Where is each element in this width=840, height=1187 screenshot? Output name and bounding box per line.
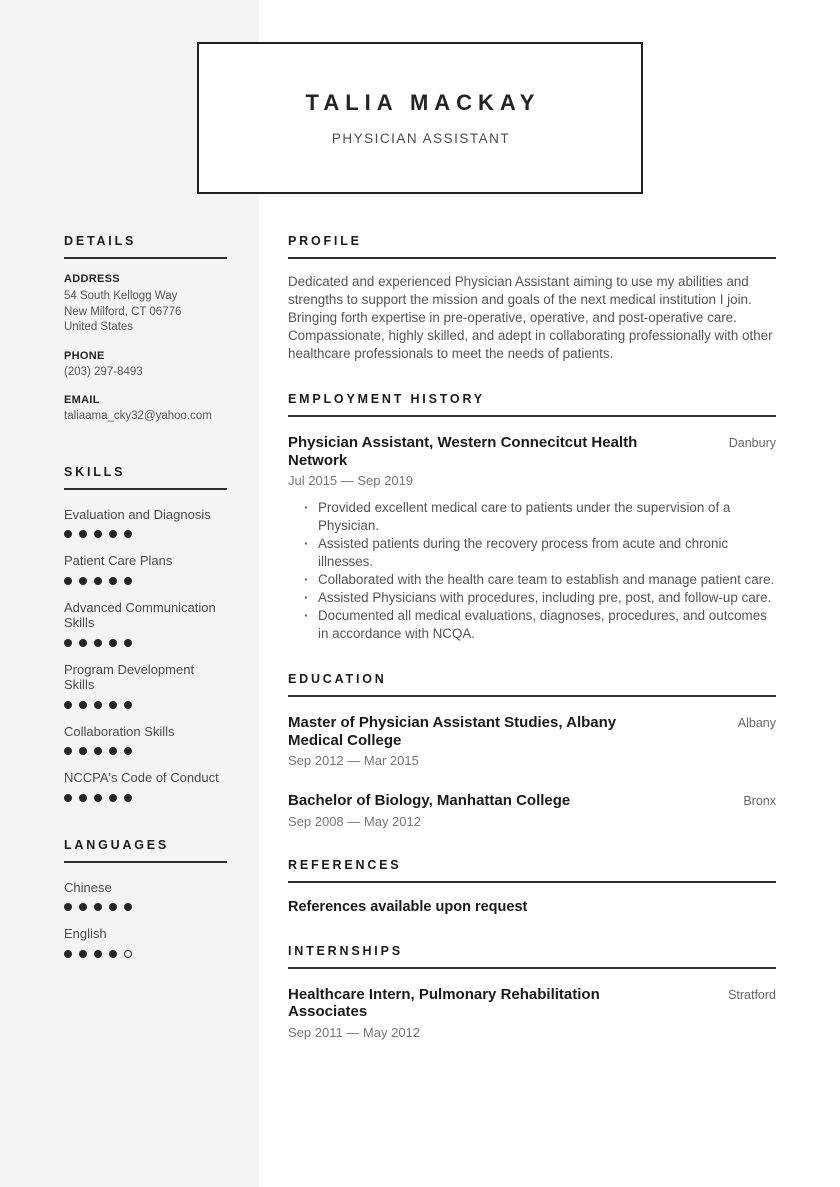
rating-dot-filled	[109, 747, 117, 755]
phone-label: PHONE	[64, 349, 105, 362]
rating-dot-filled	[64, 577, 72, 585]
references-heading: REFERENCES	[288, 858, 776, 883]
skill-item	[64, 724, 227, 756]
internship-entry-head	[288, 986, 776, 1021]
skill-rating	[64, 639, 227, 647]
address-line: New Milford, CT 06776	[64, 305, 182, 318]
internships-section	[288, 944, 776, 1040]
internships-list	[288, 986, 776, 1040]
education-title: Master of Physician Assistant Studies, Albany Medical College	[288, 714, 617, 749]
education-title: Bachelor of Biology, Manhattan College	[288, 792, 571, 809]
education-entry	[288, 714, 776, 768]
education-list	[288, 714, 776, 829]
skill-name: Advanced Communication Skills	[64, 599, 216, 630]
rating-dot-filled	[124, 701, 132, 709]
phone-value: (203) 297-8493	[64, 365, 143, 378]
references-section	[288, 858, 776, 915]
rating-dot-filled	[94, 747, 102, 755]
rating-dot-filled	[109, 794, 117, 802]
rating-dot-filled	[79, 530, 87, 538]
internship-location: Stratford	[728, 987, 776, 1002]
education-dates: Sep 2012 — Mar 2015	[288, 753, 419, 768]
rating-dot-filled	[94, 794, 102, 802]
job-title: Physician Assistant, Western Connecitcut Health Network	[288, 434, 638, 469]
skill-item	[64, 600, 227, 647]
rating-dot-filled	[124, 747, 132, 755]
language-rating	[64, 950, 227, 958]
skill-name: Patient Care Plans	[64, 553, 173, 568]
job-bullet: · Assisted patients during the recovery process from acute and chronic illnesses.	[288, 535, 776, 571]
education-entry-head	[288, 714, 776, 749]
email-value: taliaama_cky32@yahoo.com	[64, 410, 212, 422]
skills-section	[64, 465, 227, 802]
address-lines	[64, 289, 227, 336]
rating-dot-filled	[124, 577, 132, 585]
rating-dot-filled	[64, 903, 72, 911]
rating-dot-filled	[124, 530, 132, 538]
rating-dot-filled	[64, 701, 72, 709]
rating-dot-empty	[124, 950, 132, 958]
language-item	[64, 926, 227, 958]
skill-item	[64, 662, 227, 709]
rating-dot-filled	[124, 639, 132, 647]
rating-dot-filled	[79, 950, 87, 958]
address-label: ADDRESS	[64, 273, 120, 285]
skill-rating	[64, 701, 227, 709]
job-entry	[288, 434, 776, 643]
rating-dot-filled	[109, 639, 117, 647]
rating-dot-filled	[94, 903, 102, 911]
job-location: Danbury	[728, 436, 776, 450]
job-bullet: · Provided excellent medical care to patients under the supervision of a Physician.	[288, 499, 776, 535]
rating-dot-filled	[64, 794, 72, 802]
rating-dot-filled	[109, 577, 117, 585]
job-bullets	[288, 499, 776, 643]
internship-dates: Sep 2011 — May 2012	[288, 1024, 421, 1040]
language-item	[64, 880, 227, 912]
job-dates: Jul 2015 — Sep 2019	[288, 473, 414, 488]
languages-heading: LANGUAGES	[64, 838, 227, 863]
job-bullet: · Documented all medical evaluations, diagnoses, procedures, and outcomes in accordance with NCQA.	[288, 607, 776, 643]
details-heading: DETAILS	[64, 234, 227, 259]
rating-dot-filled	[94, 577, 102, 585]
employment-heading: EMPLOYMENT HISTORY	[288, 392, 776, 417]
rating-dot-filled	[94, 530, 102, 538]
rating-dot-filled	[109, 530, 117, 538]
details-section	[64, 234, 227, 425]
rating-dot-filled	[64, 639, 72, 647]
rating-dot-filled	[109, 950, 117, 958]
language-name: English	[64, 926, 107, 941]
education-dates: Sep 2008 — May 2012	[288, 813, 421, 829]
rating-dot-filled	[94, 950, 102, 958]
education-location: Bronx	[743, 794, 776, 808]
address-line: 54 South Kellogg Way	[64, 290, 178, 302]
education-entry	[288, 792, 776, 829]
languages-list	[64, 880, 227, 958]
skill-item	[64, 770, 227, 802]
rating-dot-filled	[124, 794, 132, 802]
profile-text: Dedicated and experienced Physician Assistant aiming to use my abilities and strengths to support the mission and goals of the next medical institution I join. Bringing forth expertise in pre-operative, operative, and post-operative care. Compassionate, highly skilled, and adept in collaborating professionally with other healthcare professionals to meet the needs of patients.	[288, 274, 773, 361]
main-column	[288, 234, 776, 1040]
candidate-job-title: PHYSICIAN ASSISTANT	[331, 131, 511, 146]
internships-heading: INTERNSHIPS	[288, 944, 776, 969]
skills-heading: SKILLS	[64, 465, 227, 490]
rating-dot-filled	[79, 903, 87, 911]
rating-dot-filled	[94, 639, 102, 647]
rating-dot-filled	[79, 747, 87, 755]
language-rating	[64, 903, 227, 911]
sidebar	[64, 234, 227, 958]
education-section	[288, 672, 776, 829]
skill-rating	[64, 747, 227, 755]
header-name-box	[197, 42, 643, 194]
job-entry-head	[288, 434, 776, 469]
internship-entry	[288, 986, 776, 1040]
rating-dot-filled	[64, 530, 72, 538]
rating-dot-filled	[94, 701, 102, 709]
rating-dot-filled	[79, 639, 87, 647]
profile-section	[288, 234, 776, 363]
language-name: Chinese	[64, 879, 112, 895]
rating-dot-filled	[79, 577, 87, 585]
rating-dot-filled	[79, 794, 87, 802]
employment-section	[288, 392, 776, 643]
rating-dot-filled	[64, 747, 72, 755]
email-label: EMAIL	[64, 394, 100, 406]
skill-item	[64, 507, 227, 539]
skill-rating	[64, 794, 227, 802]
education-entry-head	[288, 792, 776, 810]
education-heading: EDUCATION	[288, 672, 776, 697]
job-bullet: · Assisted Physicians with procedures, including pre, post, and follow-up care.	[288, 589, 776, 607]
languages-section	[64, 838, 227, 958]
skill-name: Collaboration Skills	[64, 723, 175, 739]
skills-list	[64, 507, 227, 802]
job-bullet: · Collaborated with the health care team to establish and manage patient care.	[288, 571, 776, 589]
references-text: References available upon request	[288, 898, 528, 915]
skill-item	[64, 553, 227, 585]
skill-rating	[64, 577, 227, 585]
rating-dot-filled	[109, 701, 117, 709]
rating-dot-filled	[124, 903, 132, 911]
skill-name: Evaluation and Diagnosis	[64, 506, 211, 522]
address-line: United States	[64, 321, 134, 333]
internship-title: Healthcare Intern, Pulmonary Rehabilitation Associates	[288, 985, 600, 1020]
education-location: Albany	[737, 716, 776, 730]
rating-dot-filled	[79, 701, 87, 709]
candidate-name: TALIA MACKAY	[305, 90, 541, 115]
profile-heading: PROFILE	[288, 234, 776, 259]
skill-name: NCCPA's Code of Conduct	[64, 770, 219, 785]
skill-rating	[64, 530, 227, 538]
skill-name: Program Development Skills	[64, 661, 195, 692]
rating-dot-filled	[64, 950, 72, 958]
rating-dot-filled	[109, 903, 117, 911]
